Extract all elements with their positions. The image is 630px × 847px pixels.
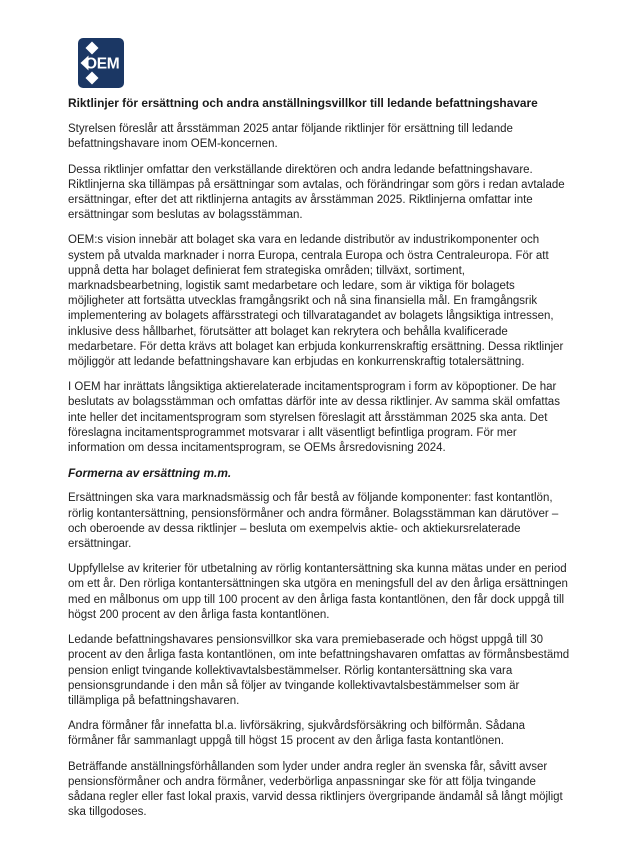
paragraph-other-benefits: Andra förmåner får innefatta bl.a. livförsäkring, sjukvårdsförsäkring och bilförmån. Sådana förmåner får sammanlagt uppgå till högst 15 procent av den årliga fasta kontantlönen.	[68, 720, 526, 748]
paragraph-vision: OEM:s vision innebär att bolaget ska vara en ledande distributör av industrikomponenter och system på utvalda marknader i norra Europa, centrala Europa och östra Centraleuropa. För att uppnå detta har bolaget definierat fem strategiska områden; tillväxt, sortiment, marknadsbearbetning, logistik samt medarbetare och ledare, som är viktiga för bolagets möjligheter att fortsätta utvecklas framgångsrikt och nå sina finansiella mål. En framgångsrik implementering av bolagets affärsstrategi och tillvaratagandet av bolagets långsiktiga intressen, inklusive dess hållbarhet, förutsätter att bolaget kan rekrytera och behålla kvalificerade medarbetare. För detta krävs att bolaget kan erbjuda konkurrenskraftig ersättning. Dessa riktlinjer möjliggör att ledande befattningshavare kan erbjudas en konkurrenskraftig totalersättning.	[68, 234, 564, 369]
paragraph-variable-cash: Uppfyllelse av kriterier för utbetalning av rörlig kontantersättning ska kunna mätas under en period om ett år. Den rörliga kontantersättningen ska utgöra en meningsfull del av den årliga ersättningen med en målbonus om upp till 100 procent av den årliga fasta kontantlönen, den får dock uppgå till högst 200 procent av den årliga fasta kontantlönen.	[68, 563, 568, 621]
section-heading-forms-of-remuneration: Formerna av ersättning m.m.	[68, 466, 232, 481]
paragraph-remuneration-components: Ersättningen ska vara marknadsmässig och får bestå av följande komponenter: fast kontantlön, rörlig kontantersättning, pensionsförmåner och andra förmåner. Bolagsstämman kan därutöver – och oberoende av dessa riktlinjer – besluta om exempelvis aktie- och aktiekursrelaterade ersättningar.	[68, 492, 559, 551]
logo-text: OEM	[85, 55, 120, 73]
oem-logo-graphic	[78, 38, 124, 88]
document-title: Riktlinjer för ersättning och andra anställningsvillkor till ledande befattningshavare	[68, 96, 538, 110]
paragraph-scope: Dessa riktlinjer omfattar den verkställande direktören och andra ledande befattningshavare. Riktlinjerna ska tillämpas på ersättningar som avtalas, och förändringar som görs i redan avtalade ersättningar, efter det att riktlinjerna antagits av årsstämman 2025. Riktlinjerna omfattar inte ersättningar som beslutas av bolagsstämman.	[68, 163, 565, 222]
document-content	[68, 96, 573, 830]
paragraph-foreign-rules: Beträffande anställningsförhållanden som lyder under andra regler än svenska får, såvitt avser pensionsförmåner och andra förmåner, vederbörliga anpassningar ske för att följa tvingande sådana regler eller fast lokal praxis, varvid dessa riktlinjers övergripande ändamål så långt möjligt ska tillgodoses.	[68, 760, 563, 819]
paragraph-incentive-programs: I OEM har inrättats långsiktiga aktierelaterade incitamentsprogram i form av köpoptioner. De har beslutats av bolagsstämman och omfattas därför inte av dessa riktlinjer. Av samma skäl omfattas inte heller det incitamentsprogram som styrelsen föreslagit att årsstämman 2025 ska anta. Det föreslagna incitamentsprogrammet motsvarar i allt väsentligt befintliga program. För mer information om dessa incitamentsprogram, se OEMs årsredovisning 2024.	[68, 381, 560, 455]
paragraph-pension-terms: Ledande befattningshavares pensionsvillkor ska vara premiebaserade och högst uppgå till 30 procent av den årliga fasta kontantlönen, om inte befattningshavaren omfattas av förmånsbestämd pension enligt tvingande kollektivavtalsbestämmelser. Rörlig kontantersättning ska vara pensionsgrundande i den mån så följer av tvingande kollektivavtalsbestämmelser som är tillämpliga på befattningshavaren.	[68, 634, 570, 707]
oem-logo	[78, 38, 124, 88]
paragraph-proposal: Styrelsen föreslår att årsstämman 2025 antar följande riktlinjer för ersättning till ledande befattningshavare inom OEM-koncernen.	[68, 123, 513, 151]
